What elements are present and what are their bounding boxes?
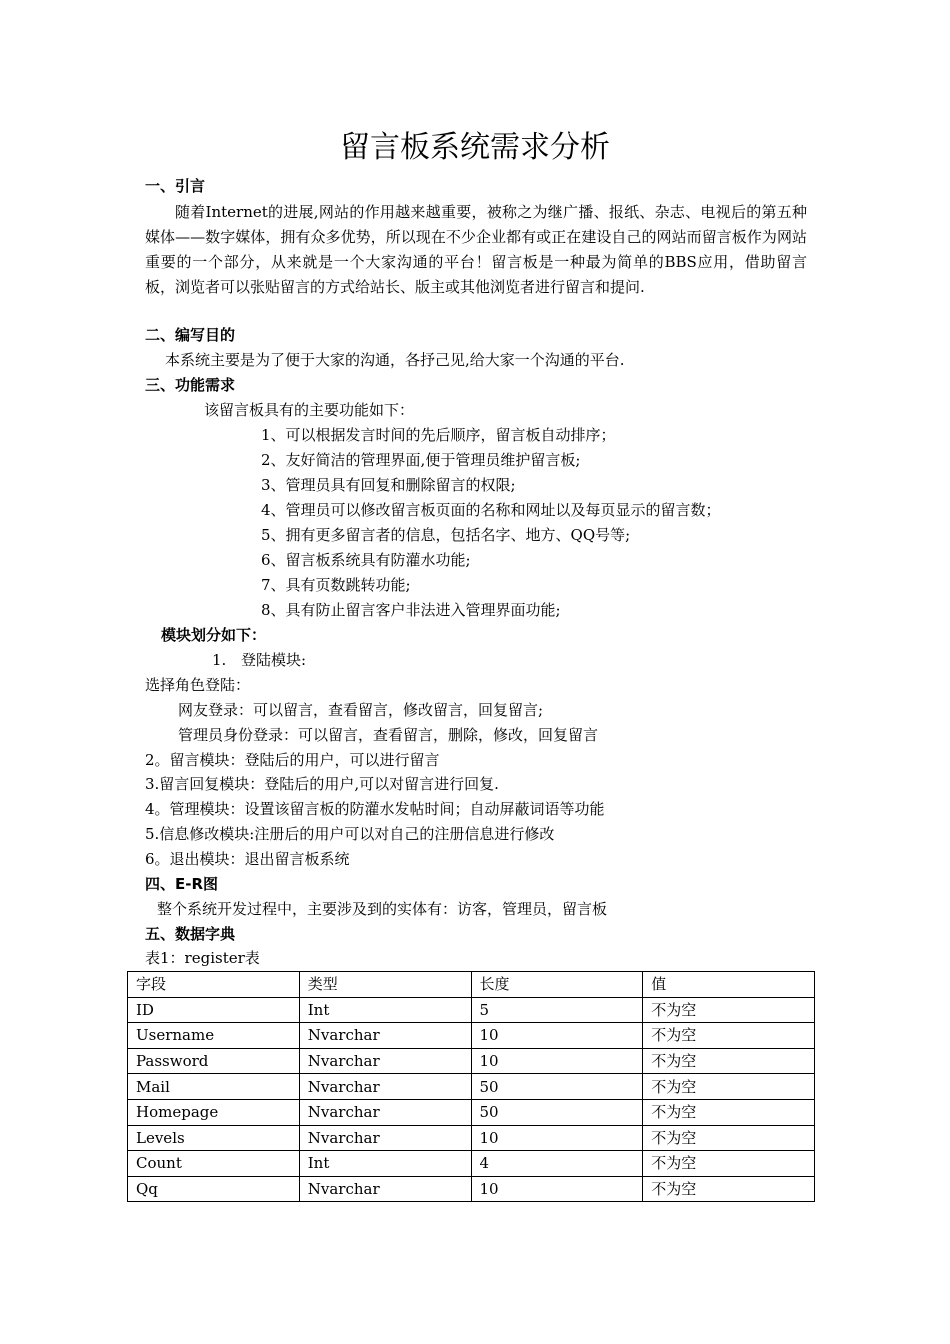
requirement-item: 1、可以根据发言时间的先后顺序，留言板自动排序； <box>261 426 616 444</box>
table-header-row <box>128 972 815 998</box>
section-heading-purpose: 二、编写目的 <box>145 326 236 344</box>
table-cell: Nvarchar <box>299 1176 471 1202</box>
table-cell: Nvarchar <box>299 1125 471 1151</box>
requirement-item: 5、拥有更多留言者的信息，包括名字、地方、QQ号等; <box>261 526 631 544</box>
requirement-item: 3、管理员具有回复和删除留言的权限; <box>261 476 516 494</box>
column-header: 字段 <box>128 972 300 998</box>
requirement-item: 4、管理员可以修改留言板页面的名称和网址以及每页显示的留言数； <box>261 501 721 519</box>
requirement-item: 8、具有防止留言客户非法进入管理界面功能; <box>261 601 561 619</box>
table-cell: 不为空 <box>643 997 815 1023</box>
table-cell: 10 <box>471 1048 643 1074</box>
module-1-label: 登陆模块: <box>241 651 307 669</box>
table-cell: 不为空 <box>643 1023 815 1049</box>
role-select-text: 选择角色登陆： <box>145 676 251 694</box>
table-cell: 5 <box>471 997 643 1023</box>
table-cell: Nvarchar <box>299 1048 471 1074</box>
table-cell: Count <box>128 1151 300 1177</box>
section-heading-requirements: 三、功能需求 <box>145 376 236 394</box>
table-cell: 10 <box>471 1023 643 1049</box>
requirement-item: 6、留言板系统具有防灌水功能; <box>261 551 471 569</box>
table-cell: 不为空 <box>643 1176 815 1202</box>
er-text: 整个系统开发过程中，主要涉及到的实体有：访客，管理员，留言板 <box>157 900 608 918</box>
table-row <box>128 997 815 1023</box>
page-title: 留言板系统需求分析 <box>340 130 610 165</box>
table-cell: 10 <box>471 1176 643 1202</box>
table-cell: Int <box>299 1151 471 1177</box>
table-row <box>128 1125 815 1151</box>
table-cell: Int <box>299 997 471 1023</box>
column-header: 长度 <box>471 972 643 998</box>
section-heading-dictionary: 五、数据字典 <box>145 925 236 943</box>
requirement-item: 2、友好简洁的管理界面,便于管理员维护留言板; <box>261 451 581 469</box>
table-cell: 不为空 <box>643 1125 815 1151</box>
admin-login-text: 管理员身份登录：可以留言，查看留言，删除，修改，回复留言 <box>178 726 599 744</box>
table-caption: 表1：register表 <box>145 949 260 967</box>
table-row <box>128 1048 815 1074</box>
register-table <box>127 971 815 1202</box>
table-cell: 不为空 <box>643 1151 815 1177</box>
table-cell: Qq <box>128 1176 300 1202</box>
purpose-text: 本系统主要是为了便于大家的沟通，各抒己见,给大家一个沟通的平台. <box>165 351 625 369</box>
module-1-number: 1. <box>212 651 227 669</box>
table-cell: Nvarchar <box>299 1099 471 1125</box>
table-cell: 4 <box>471 1151 643 1177</box>
table-cell: Username <box>128 1023 300 1049</box>
table-cell: Nvarchar <box>299 1023 471 1049</box>
column-header: 类型 <box>299 972 471 998</box>
table-row <box>128 1099 815 1125</box>
table-cell: Homepage <box>128 1099 300 1125</box>
table-cell: Mail <box>128 1074 300 1100</box>
section-heading-intro: 一、引言 <box>145 177 206 195</box>
module-3-text: 3.留言回复模块：登陆后的用户,可以对留言进行回复. <box>145 775 499 793</box>
modules-heading: 模块划分如下： <box>161 626 267 644</box>
table-cell: 不为空 <box>643 1048 815 1074</box>
table-row <box>128 1023 815 1049</box>
intro-paragraph: 随着Internet的进展,网站的作用越来越重要，被称之为继广播、报纸、杂志、电视后的第五种媒体——数字媒体，拥有众多优势，所以现在不少企业都有或正在建设自己的网站而留言板作为网站重要的一个部分，从来就是一个大家沟通的平台！留言板是一种最为简单的BBS应用，借助留言板，浏览者可以张贴留言的方式给站长、版主或其他浏览者进行留言和提问. <box>145 203 807 296</box>
table-cell: Levels <box>128 1125 300 1151</box>
section-heading-er: 四、E-R图 <box>145 875 219 893</box>
table-cell: ID <box>128 997 300 1023</box>
netizen-login-text: 网友登录：可以留言，查看留言，修改留言，回复留言; <box>178 701 544 719</box>
table-cell: 10 <box>471 1125 643 1151</box>
column-header: 值 <box>643 972 815 998</box>
table-row <box>128 1074 815 1100</box>
module-4-text: 4。管理模块：设置该留言板的防灌水发帖时间；自动屏蔽词语等功能 <box>145 800 605 818</box>
table-cell: Password <box>128 1048 300 1074</box>
requirement-item: 7、具有页数跳转功能; <box>261 576 411 594</box>
module-6-text: 6。退出模块：退出留言板系统 <box>145 850 350 868</box>
table-cell: 50 <box>471 1099 643 1125</box>
module-2-text: 2。留言模块：登陆后的用户，可以进行留言 <box>145 751 440 769</box>
table-cell: Nvarchar <box>299 1074 471 1100</box>
table-cell: 50 <box>471 1074 643 1100</box>
table-row <box>128 1151 815 1177</box>
module-5-text: 5.信息修改模块:注册后的用户可以对自己的注册信息进行修改 <box>145 825 555 843</box>
table-row <box>128 1176 815 1202</box>
requirements-intro: 该留言板具有的主要功能如下： <box>204 401 415 419</box>
table-cell: 不为空 <box>643 1074 815 1100</box>
table-cell: 不为空 <box>643 1099 815 1125</box>
